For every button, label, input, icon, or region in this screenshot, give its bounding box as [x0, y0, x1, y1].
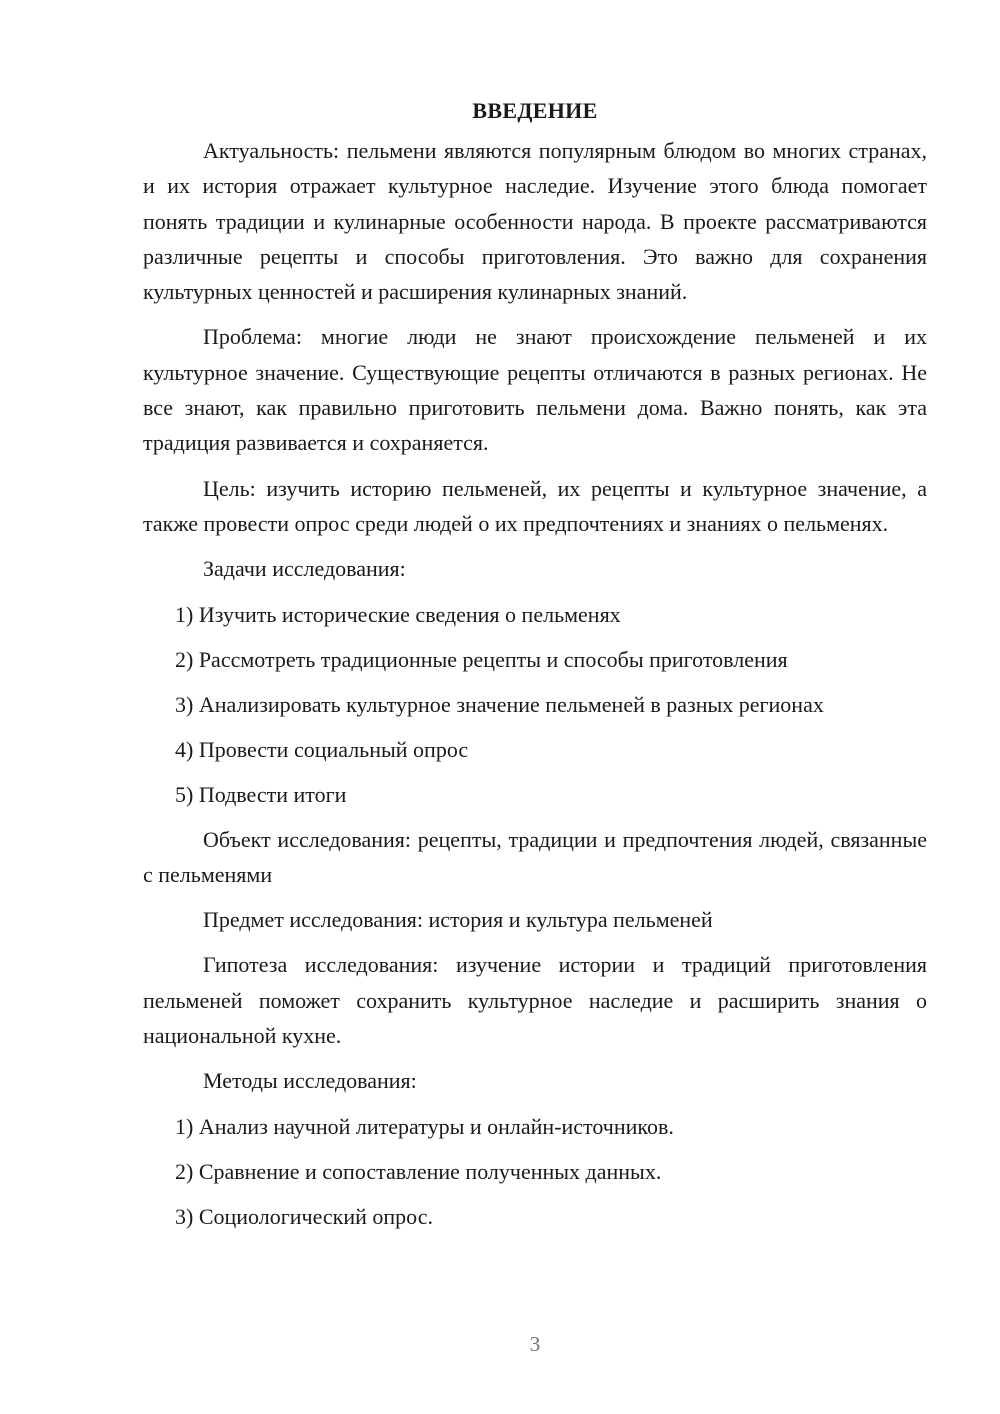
method-item: 1) Анализ научной литературы и онлайн-источников.	[175, 1113, 674, 1139]
problem-paragraph: Проблема: многие люди не знают происхождение пельменей и их культурное значение. Существующие рецепты отличаются в разных регионах. Не все знают, как правильно приготовить пельмени дома. Важно понять, как эта традиция развивается и сохраняется.	[143, 324, 927, 456]
object-paragraph: Объект исследования: рецепты, традиции и предпочтения людей, связанные с пельменями	[143, 826, 927, 887]
task-item: 3) Анализировать культурное значение пельменей в разных регионах	[175, 691, 824, 717]
method-item: 3) Социологический опрос.	[175, 1203, 433, 1229]
methods-heading: Методы исследования:	[203, 1068, 417, 1094]
task-item: 1) Изучить исторические сведения о пельменях	[175, 601, 621, 627]
method-item: 2) Сравнение и сопоставление полученных данных.	[175, 1158, 662, 1184]
document-page	[143, 93, 927, 1244]
task-item: 5) Подвести итоги	[175, 781, 347, 807]
task-item: 2) Рассмотреть традиционные рецепты и способы приготовления	[175, 646, 788, 672]
page-number: 3	[529, 1332, 541, 1356]
subject-paragraph: Предмет исследования: история и культура пельменей	[203, 907, 713, 933]
hypothesis-paragraph: Гипотеза исследования: изучение истории и традиций приготовления пельменей поможет сохранить культурное наследие и расширить знания о национальной кухне.	[143, 952, 927, 1049]
goal-paragraph: Цель: изучить историю пельменей, их рецепты и культурное значение, а также провести опрос среди людей о их предпочтениях и знаниях о пельменях.	[143, 475, 927, 536]
relevance-paragraph: Актуальность: пельмени являются популярным блюдом во многих странах, и их история отражает культурное наследие. Изучение этого блюда помогает понять традиции и кулинарные особенности народа. В проекте рассматриваются различные рецепты и способы приготовления. Это важно для сохранения культурных ценностей и расширения кулинарных знаний.	[143, 138, 927, 305]
tasks-heading: Задачи исследования:	[203, 556, 406, 582]
task-item: 4) Провести социальный опрос	[175, 736, 469, 762]
page-title: ВВЕДЕНИЕ	[472, 98, 598, 123]
